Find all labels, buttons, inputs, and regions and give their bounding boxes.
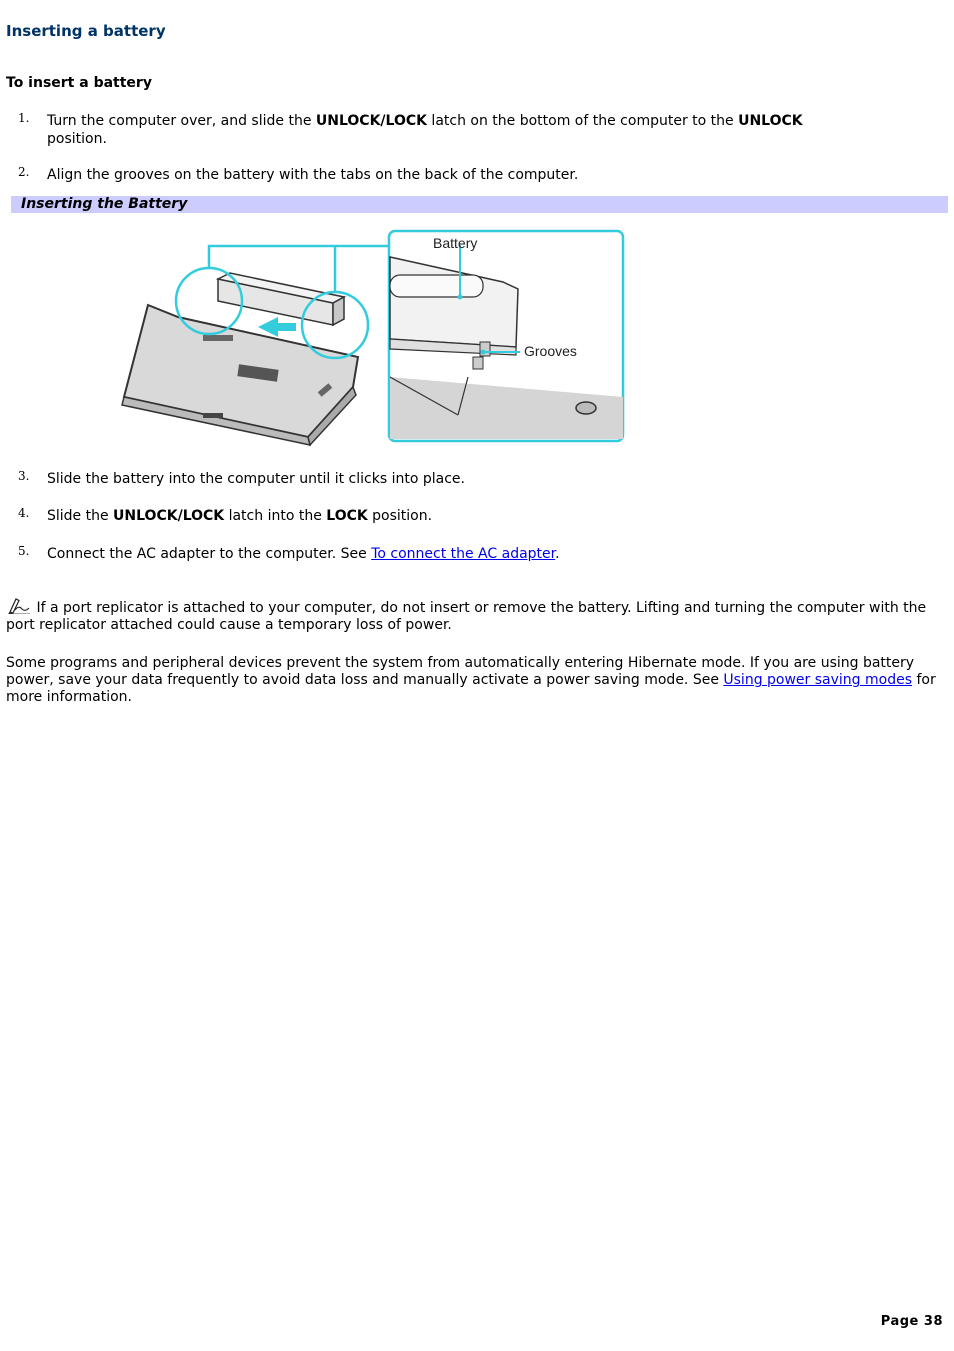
laptop-bottom-graphic bbox=[122, 273, 358, 445]
step-1 bbox=[18, 112, 918, 148]
figure-caption: Inserting the Battery bbox=[11, 196, 948, 213]
note-block bbox=[6, 596, 941, 634]
battery-illustration bbox=[118, 227, 628, 447]
link-connect-ac-adapter[interactable]: To connect the AC adapter bbox=[371, 546, 556, 562]
step-4 bbox=[18, 507, 918, 525]
step-5 bbox=[18, 545, 918, 563]
info-paragraph: Some programs and peripheral devices prevent the system from automatically entering Hibernate mode. If you are using battery power, save your data frequently to avoid data loss and manually activate a power saving mode. See Using power saving modes for more information. bbox=[6, 655, 936, 705]
label-battery: Battery bbox=[433, 235, 478, 251]
section-title: To insert a battery bbox=[6, 75, 152, 91]
step-3 bbox=[18, 470, 918, 488]
step-number: 2. bbox=[18, 165, 30, 179]
step-text: Slide the battery into the computer until it clicks into place. bbox=[47, 471, 465, 487]
step-number: 1. bbox=[18, 111, 30, 125]
step-number: 5. bbox=[18, 544, 30, 558]
page-number: Page 38 bbox=[880, 1314, 943, 1329]
battery-detail-graphic bbox=[389, 231, 623, 441]
note-text: If a port replicator is attached to your computer, do not insert or remove the battery. Lifting and turning the computer with the port replicator attached could cause a temporary loss of power. bbox=[6, 600, 927, 633]
step-number: 4. bbox=[18, 506, 30, 520]
label-grooves: Grooves bbox=[524, 343, 577, 359]
step-text: Connect the AC adapter to the computer. See To connect the AC adapter. bbox=[47, 546, 560, 562]
step-text: Turn the computer over, and slide the UNLOCK/LOCK latch on the bottom of the computer to the UNLOCK position. bbox=[47, 113, 803, 147]
step-number: 3. bbox=[18, 469, 30, 483]
step-text: Align the grooves on the battery with the tabs on the back of the computer. bbox=[47, 167, 579, 183]
note-pencil-icon bbox=[6, 596, 32, 612]
step-text: Slide the UNLOCK/LOCK latch into the LOCK position. bbox=[47, 508, 433, 524]
step-2 bbox=[18, 166, 918, 184]
page-title: Inserting a battery bbox=[6, 22, 166, 40]
link-using-power-saving-modes[interactable]: Using power saving modes bbox=[723, 672, 913, 688]
